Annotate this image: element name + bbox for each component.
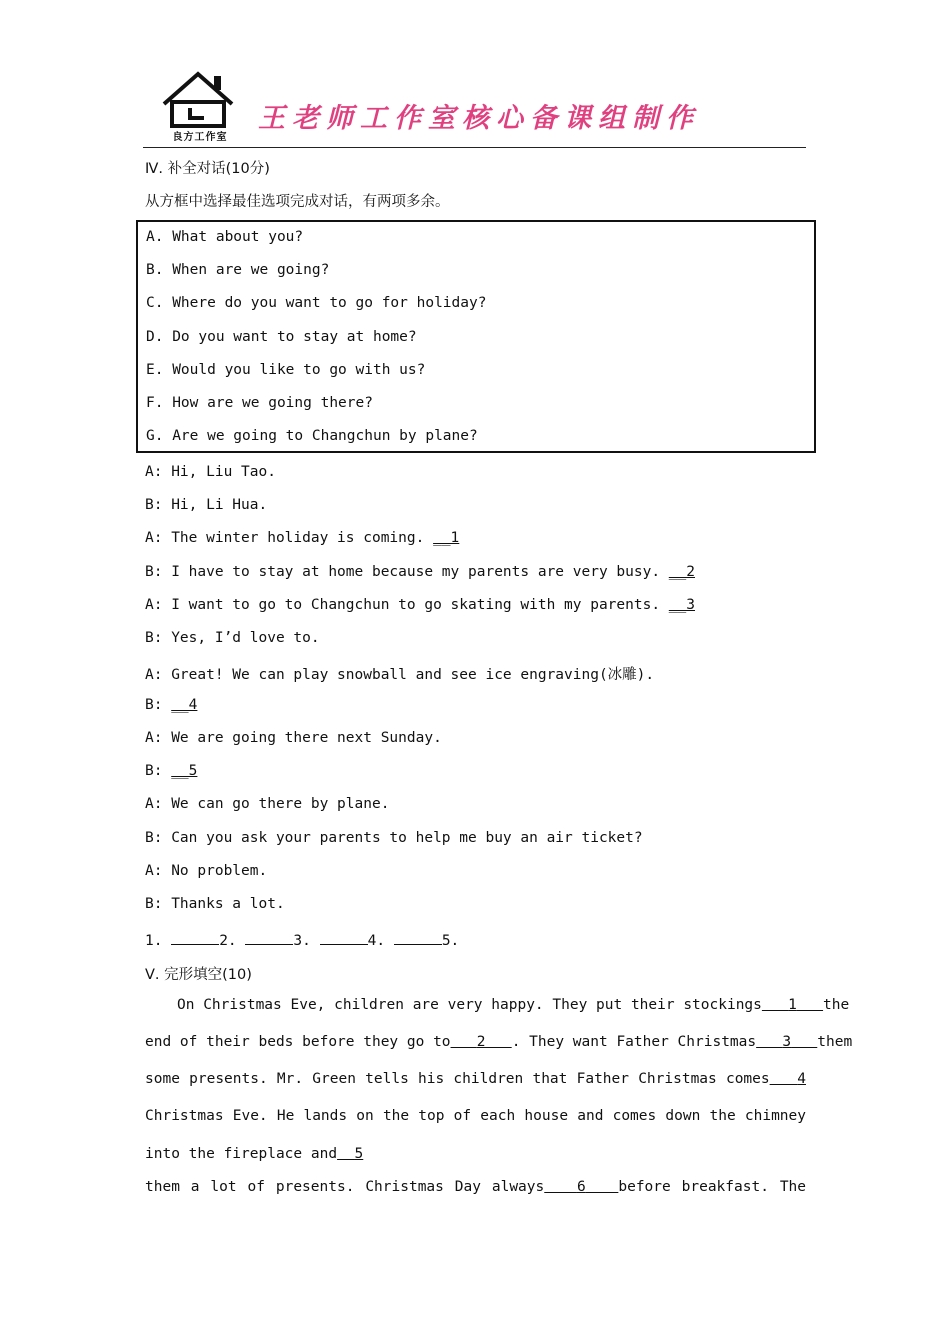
cloze-blank-5: 5 <box>354 1146 364 1162</box>
cloze-blank-3: 3 <box>782 1034 792 1050</box>
answer-blank[interactable] <box>245 930 293 945</box>
blank-3: __3 <box>668 597 695 613</box>
brand-title: 王老师工作室核心备课组制作 <box>258 103 700 134</box>
cloze-line: On Christmas Eve, children are very happy. They put their stockings 1 the <box>177 997 850 1013</box>
dialogue-line: A: I want to go to Changchun to go skating with my parents. __3 <box>145 597 695 613</box>
dialogue-line: A: The winter holiday is coming. __1 <box>145 530 460 546</box>
option-e: E. Would you like to go with us? <box>146 362 426 378</box>
dialogue-line: A: No problem. <box>145 863 268 879</box>
blank-1: __1 <box>433 530 460 546</box>
options-box <box>136 220 816 453</box>
dialogue-line: A: Hi, Liu Tao. <box>145 464 276 480</box>
logo-caption: 良方工作室 <box>172 132 228 143</box>
option-c: C. Where do you want to go for holiday? <box>146 295 487 311</box>
dialogue-line: A: We are going there next Sunday. <box>145 730 442 746</box>
cloze-blank-1: 1 <box>788 997 797 1013</box>
dialogue-line: B: __4 <box>145 697 198 713</box>
option-f: F. How are we going there? <box>146 395 373 411</box>
cloze-blank-6: 6 <box>576 1179 586 1195</box>
dialogue-line: A: We can go there by plane. <box>145 796 390 812</box>
cloze-line: Christmas Eve. He lands on the top of each house and comes down the chimney <box>145 1108 806 1124</box>
answer-line: 1. 2. 3. 4. 5. <box>145 930 459 949</box>
answer-blank[interactable] <box>320 930 368 945</box>
dialogue-line: B: Thanks a lot. <box>145 896 285 912</box>
answer-blank[interactable] <box>394 930 442 945</box>
dialogue-line: B: I have to stay at home because my parents are very busy. __2 <box>145 564 695 580</box>
dialogue-line: B: Hi, Li Hua. <box>145 497 268 513</box>
answer-blank[interactable] <box>171 930 219 945</box>
option-b: B. When are we going? <box>146 262 330 278</box>
option-a: A. What about you? <box>146 229 304 245</box>
cloze-blank-4: 4 <box>797 1071 806 1087</box>
section-4-title: Ⅳ. 补全对话(10分) <box>145 161 270 177</box>
header-divider <box>143 147 806 148</box>
option-g: G. Are we going to Changchun by plane? <box>146 428 478 444</box>
cloze-line: into the fireplace and 5 <box>145 1146 364 1162</box>
option-d: D. Do you want to stay at home? <box>146 329 417 345</box>
dialogue-line: B: Can you ask your parents to help me buy an air ticket? <box>145 830 643 846</box>
cloze-line: them a lot of presents. Christmas Day always 6 before breakfast. The <box>145 1179 807 1195</box>
blank-2: __2 <box>668 564 695 580</box>
cloze-blank-2: 2 <box>476 1034 486 1050</box>
blank-4: __4 <box>171 697 198 713</box>
dialogue-line: B: Yes, I’d love to. <box>145 630 320 646</box>
section-4-instruction: 从方框中选择最佳选项完成对话，有两项多余。 <box>145 194 450 210</box>
cloze-line: end of their beds before they go to 2 . They want Father Christmas 3 them <box>145 1034 853 1050</box>
dialogue-line: A: Great! We can play snowball and see ice engraving(冰雕). <box>145 667 655 683</box>
section-5-title: Ⅴ. 完形填空(10) <box>145 967 252 983</box>
blank-5: __5 <box>171 763 198 779</box>
dialogue-line: B: __5 <box>145 763 198 779</box>
cloze-line: some presents. Mr. Green tells his children that Father Christmas comes 4 <box>145 1071 806 1087</box>
